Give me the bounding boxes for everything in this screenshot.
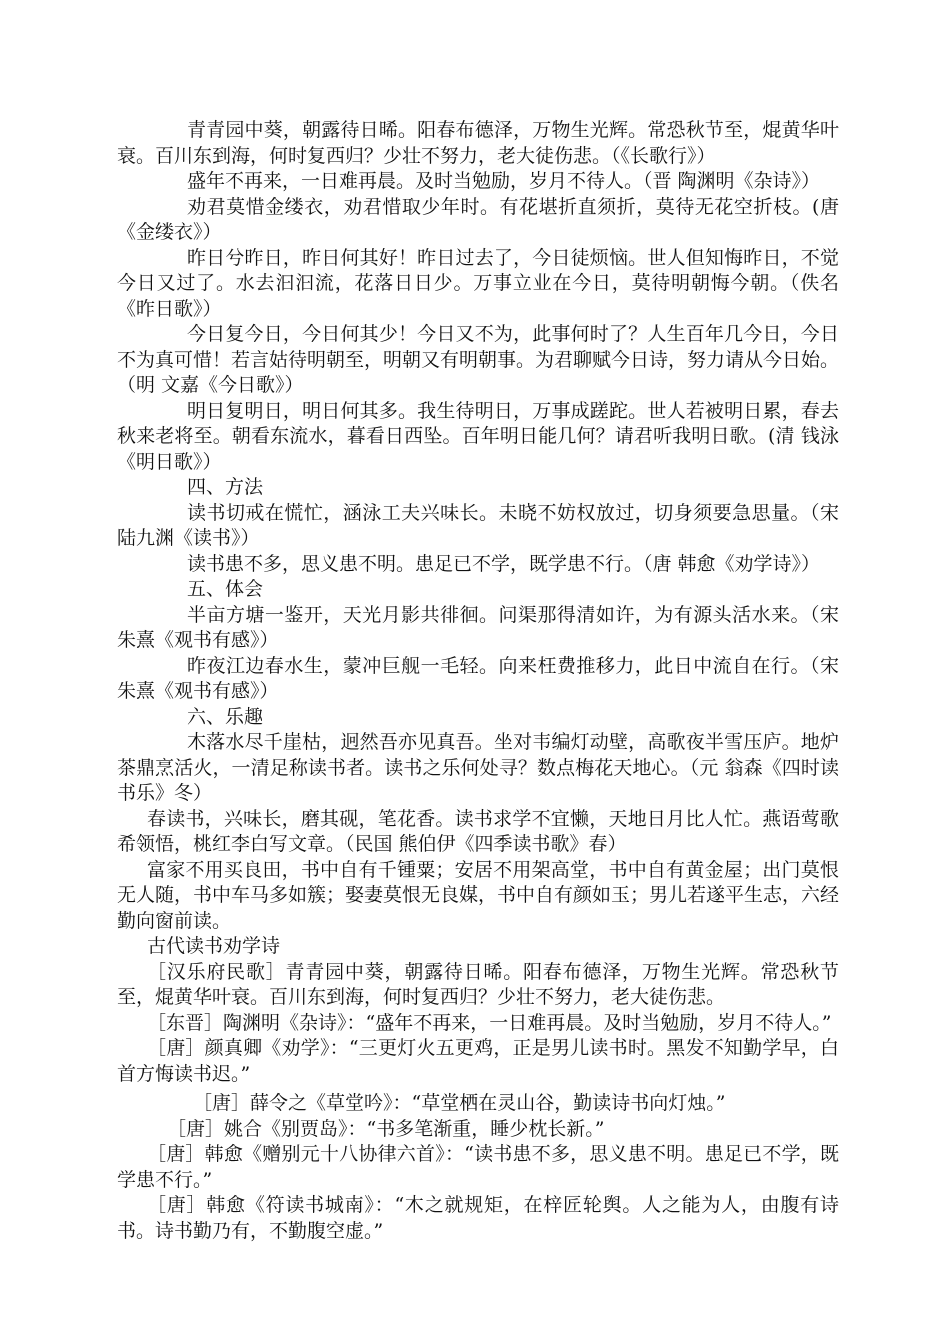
section-heading-ancient: 古代读书劝学诗 bbox=[147, 935, 281, 957]
poem-quanxueshi: 读书患不多，思义患不明。患足已不学，既学患不行。（唐 韩愈《劝学诗》） bbox=[187, 552, 821, 575]
poem-lizhi: 富家不用买良田，书中自有千锺粟；安居不用架高堂，书中自有黄金屋；出门莫恨无人随，书中车马多如簇；娶妻莫恨无良媒，书中自有颜如玉；男儿若遂平生志，六经勤向窗前读。 bbox=[117, 858, 840, 932]
poem-sishidushule: 木落水尽千崖枯，迥然吾亦见真吾。坐对韦编灯动壁，高歌夜半雪压庐。地炉茶鼎烹活火，一清足称读书者。读书之乐何处寻？数点梅花天地心。（元 翁森《四时读书乐》冬） bbox=[117, 731, 839, 804]
poem-jinrige: 今日复今日，今日何其少！今日又不为，此事何时了？人生百年几今日，今日不为真可惜！若言姑待明朝至，明朝又有明朝事。为君聊赋今日诗，努力请从今日始。（明 文嘉《今日歌》） bbox=[117, 323, 840, 396]
quote-yao-he: ［唐］姚合《别贾岛》：“书多笔渐重，睡少枕长新。” bbox=[167, 1117, 605, 1140]
poem-guanshuyougan-1: 半亩方塘一鉴开，天光月影共徘徊。问渠那得清如许，为有源头活水来。（宋 朱熹《观书有感》） bbox=[117, 603, 839, 651]
document-body bbox=[117, 118, 839, 1244]
poem-zuorige: 昨日兮昨日，昨日何其好！昨日过去了，今日徒烦恼。世人但知悔昨日，不觉今日又过了。水去汩汩流，花落日日少。万事立业在今日，莫待明朝悔今朝。（佚名《昨日歌》） bbox=[117, 246, 839, 320]
poem-jinlvyi: 劝君莫惜金缕衣，劝君惜取少年时。有花堪折直须折，莫待无花空折枝。(唐《金缕衣》） bbox=[117, 195, 839, 243]
quote-xue-lingzhi: ［唐］薛令之《草堂吟》：“草堂栖在灵山谷，勤读诗书向灯烛。” bbox=[193, 1092, 726, 1114]
poem-guanshuyougan-2: 昨夜江边春水生，蒙冲巨舰一毛轻。向来枉费推移力，此日中流自在行。（宋 朱熹《观书有感》） bbox=[117, 654, 839, 702]
section-heading-method: 四、方法 bbox=[187, 476, 264, 498]
poem-zashi: 盛年不再来，一日难再晨。及时当勉励，岁月不待人。（晋 陶渊明《杂诗》） bbox=[187, 170, 821, 192]
quote-yan-zhenqing: ［唐］颜真卿《劝学》：“三更灯火五更鸡，正是男儿读书时。黑发不知勤学早，白首方悔读书迟。” bbox=[117, 1037, 839, 1085]
quote-han-yu-2: ［唐］韩愈《符读书城南》：“木之就规矩，在梓匠轮舆。人之能为人，由腹有诗书。诗书勤乃有，不勤腹空虚。” bbox=[117, 1194, 839, 1242]
section-heading-insight: 五、体会 bbox=[187, 578, 264, 600]
quote-han-yuefu: ［汉乐府民歌］青青园中葵，朝露待日晞。阳春布德泽，万物生光辉。常恐秋节至，焜黄华叶衰。百川东到海，何时复西归？少壮不努力，老大徒伤悲。 bbox=[117, 960, 839, 1008]
poem-dushu: 读书切戒在慌忙，涵泳工夫兴味长。未晓不妨权放过，切身须要急思量。（宋 陆九渊《读书》） bbox=[117, 501, 839, 549]
quote-tao-yuanming: ［东晋］陶渊明《杂诗》：“盛年不再来，一日难再晨。及时当勉励，岁月不待人。” bbox=[147, 1011, 832, 1034]
poem-sijidushuge: 春读书，兴味长，磨其砚，笔花香。读书求学不宜懒，天地日月比人忙。燕语莺歌希领悟，桃红李白写文章。（民国 熊伯伊《四季读书歌》春） bbox=[117, 807, 839, 855]
quote-han-yu-1: ［唐］韩愈《赠别元十八协律六首》：“读书患不多，思义患不明。患足已不学，既学患不行。” bbox=[117, 1143, 839, 1191]
poem-changgexing: 青青园中葵，朝露待日晞。阳春布德泽，万物生光辉。常恐秋节至，焜黄华叶衰。百川东到海，何时复西归？少壮不努力，老大徒伤悲。（《长歌行》） bbox=[117, 119, 839, 167]
poem-mingrige: 明日复明日，明日何其多。我生待明日，万事成蹉跎。世人若被明日累，春去秋来老将至。朝看东流水，暮看日西坠。百年明日能几何？请君听我明日歌。(清 钱泳《明日歌》） bbox=[117, 399, 839, 473]
section-heading-joy: 六、乐趣 bbox=[187, 705, 264, 728]
